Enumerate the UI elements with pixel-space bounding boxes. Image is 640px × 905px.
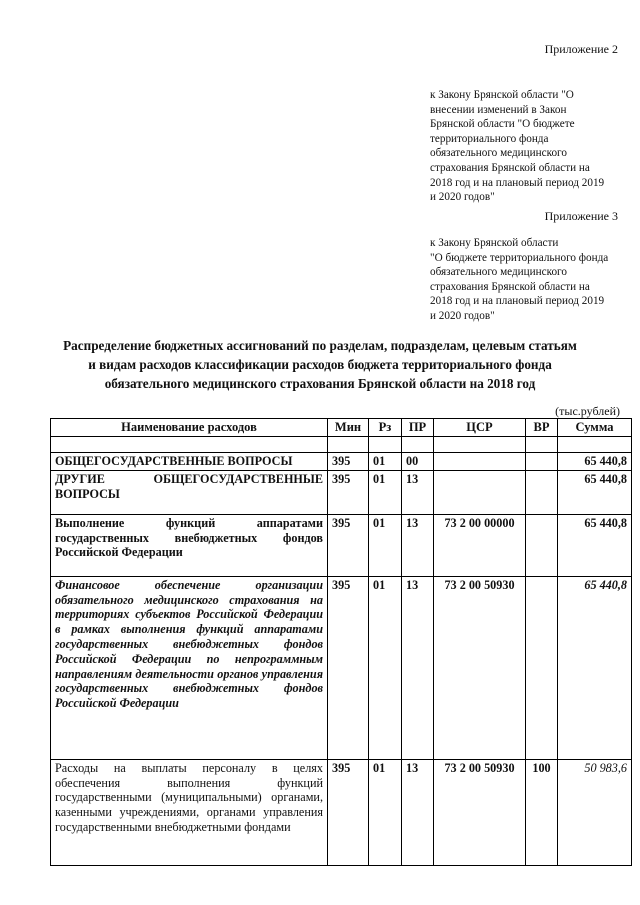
appendix-2-line: внесении изменений в Закон [430,103,567,116]
header-sum: Сумма [558,419,632,437]
header-vr: ВР [526,419,558,437]
units-label: (тыс.рублей) [555,404,620,418]
cell-pr: 13 [402,514,434,576]
cell-csr: 73 2 00 00000 [434,514,526,576]
cell-vr [526,452,558,470]
cell-min: 395 [328,759,369,865]
cell-pr: 13 [402,576,434,759]
appendix-2-line: обязательного медицинского [430,147,567,160]
cell-rz: 01 [369,576,402,759]
title-line: и видам расходов классификации расходов бюджета территориального фонда [88,357,552,372]
appendix-2-line: 2018 год и на плановый период 2019 [430,176,605,189]
table-row [51,470,632,514]
cell-sum: 65 440,8 [558,514,632,576]
cell-rz: 01 [369,452,402,470]
cell-vr [526,514,558,576]
cell-min: 395 [328,576,369,759]
appendix-3-line: страхования Брянской области на [430,280,590,293]
appendix-3-label: Приложение 3 [544,209,618,223]
cell-rz: 01 [369,470,402,514]
cell-csr [434,470,526,514]
cell-sum: 65 440,8 [558,470,632,514]
header-min: Мин [328,419,369,437]
cell-sum: 65 440,8 [558,576,632,759]
cell-sum: 50 983,6 [558,759,632,865]
title-line: обязательного медицинского страхования Брянской области на 2018 год [104,376,536,391]
cell-name: Расходы на выплаты персоналу в целях обеспечения выполнения функций государственными (муниципальными) органами, казенными учреждениями, органами управления государственными внебюджетными фондами [51,759,328,865]
table-row [51,759,632,865]
table-row [51,576,632,759]
cell-csr: 73 2 00 50930 [434,759,526,865]
cell-min: 395 [328,470,369,514]
table-row [51,452,632,470]
cell-pr: 13 [402,759,434,865]
appendix-3-line: к Закону Брянской области [430,237,559,249]
cell-csr: 73 2 00 50930 [434,576,526,759]
cell-vr [526,576,558,759]
cell-rz: 01 [369,759,402,865]
budget-table [50,418,632,866]
appendix-3-line: обязательного медицинского [430,266,567,279]
appendix-2-law-reference [430,88,620,205]
cell-pr: 13 [402,470,434,514]
appendix-2-line: и 2020 годов" [430,191,495,204]
header-csr: ЦСР [434,419,526,437]
cell-vr [526,470,558,514]
appendix-2-line: территориального фонда [430,132,549,145]
table-header-row [51,419,632,437]
appendix-2-line: к Закону Брянской области "О [430,89,574,101]
table-row [51,514,632,576]
cell-vr: 100 [526,759,558,865]
header-pr: ПР [402,419,434,437]
cell-csr [434,452,526,470]
document-title [40,336,600,393]
cell-sum: 65 440,8 [558,452,632,470]
cell-name: Финансовое обеспечение организации обязательного медицинского страхования на территориях субъектов Российской Федерации в рамках выполнения функций аппаратами государственных внебюджетных фондов Российской Федерации по непрограммным направлениям деятельности органов управления государственных внебюджетных фондов Российской Федерации [51,576,328,759]
appendix-3-line: 2018 год и на плановый период 2019 [430,295,605,308]
appendix-3-line: и 2020 годов" [430,309,495,322]
appendix-2-line: Брянской области "О бюджете [430,118,575,131]
cell-rz: 01 [369,514,402,576]
appendix-3-law-reference [430,236,620,324]
header-rz: Рз [369,419,402,437]
title-line: Распределение бюджетных ассигнований по разделам, подразделам, целевым статьям [63,338,577,353]
cell-name: ДРУГИЕ ОБЩЕГОСУДАРСТВЕННЫЕ ВОПРОСЫ [51,470,328,514]
cell-name: ОБЩЕГОСУДАРСТВЕННЫЕ ВОПРОСЫ [51,452,328,470]
cell-pr: 00 [402,452,434,470]
cell-min: 395 [328,514,369,576]
cell-name: Выполнение функций аппаратами государственных внебюджетных фондов Российской Федерации [51,514,328,576]
appendix-2-line: страхования Брянской области на [430,161,590,174]
spacer-row [51,436,632,452]
appendix-2-label: Приложение 2 [544,42,618,56]
header-name: Наименование расходов [51,419,328,437]
cell-min: 395 [328,452,369,470]
appendix-3-line: "О бюджете территориального фонда [430,251,609,264]
